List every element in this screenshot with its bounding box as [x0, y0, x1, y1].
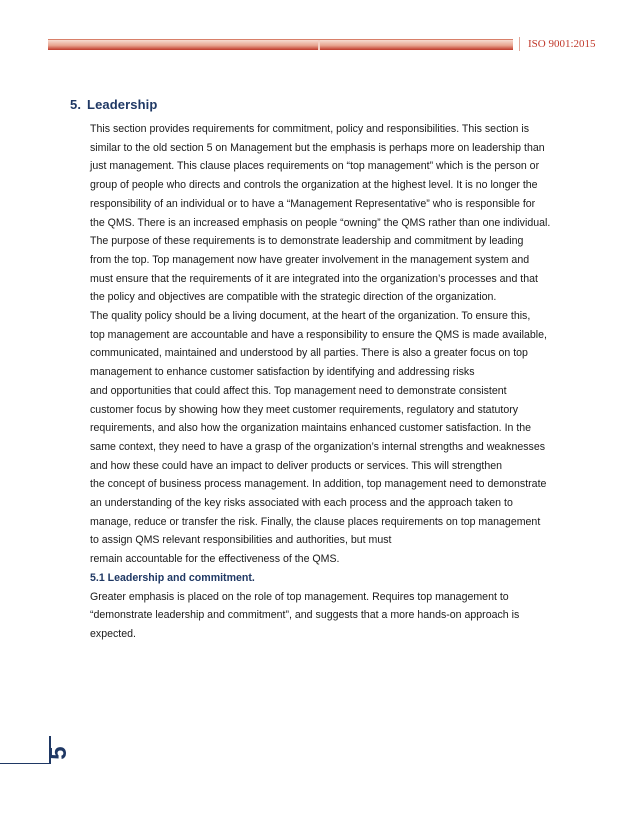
body-line: group of people who directs and controls the organization at the highest level. It is no longer the — [90, 179, 538, 192]
body-line: communicated, maintained and understood by all parties. There is also a greater focus on top — [90, 347, 528, 360]
subsection-line: Greater emphasis is placed on the role of top management. Requires top management to — [90, 590, 509, 603]
body-line: just management. This clause places requirements on “top management” which is the person or — [90, 160, 540, 173]
section-number: 5. — [70, 97, 82, 112]
body-line: same context, they need to have a grasp of the organization’s internal strengths and weaknesses — [90, 440, 546, 453]
body-line: the QMS. There is an increased emphasis on people “owning” the QMS rather than one individual. — [90, 216, 551, 229]
section-heading — [70, 97, 157, 112]
page-number-rule — [0, 763, 49, 764]
body-text — [90, 120, 590, 644]
subsection-heading: 5.1 Leadership and commitment. — [90, 571, 255, 584]
body-line: to assign QMS relevant responsibilities and authorities, but must — [90, 534, 392, 547]
header-bar-divider — [318, 40, 320, 50]
body-line: and opportunities that could affect this. Top management need to demonstrate consistent — [90, 384, 507, 397]
body-line: from the top. Top management now have greater involvement in the management system and — [90, 253, 530, 266]
header-bar — [48, 39, 513, 50]
body-line: responsibility of an individual or to have a “Management Representative” who is responsible for — [90, 197, 536, 210]
subsection-line: “demonstrate leadership and commitment”, and suggests that a more hands-on approach is — [90, 609, 520, 622]
body-line: remain accountable for the effectiveness of the QMS. — [90, 553, 340, 566]
body-line: manage, reduce or transfer the risk. Finally, the clause places requirements on top management — [90, 515, 541, 528]
body-line: The purpose of these requirements is to demonstrate leadership and commitment by leading — [90, 235, 524, 248]
section-title: Leadership — [87, 97, 158, 112]
body-line: an understanding of the key risks associated with each process and the approach taken to — [90, 497, 513, 510]
page-number: 5 — [45, 746, 72, 760]
body-line: management to enhance customer satisfaction by identifying and addressing risks — [90, 366, 475, 379]
body-line: The quality policy should be a living document, at the heart of the organization. To ensure this, — [90, 310, 531, 323]
header-tag: ISO 9001:2015 — [519, 37, 596, 51]
subsection-line: expected. — [90, 627, 136, 640]
body-line: requirements, and also how the organization maintains enhanced customer satisfaction. In the — [90, 422, 532, 435]
body-line: must ensure that the requirements of it are integrated into the organization’s processes and that — [90, 272, 538, 285]
body-line: This section provides requirements for commitment, policy and responsibilities. This section is — [90, 123, 530, 135]
body-line: and how these could have an impact to deliver products or services. This will strengthen — [90, 459, 502, 472]
body-line: customer focus by showing how they meet customer requirements, regulatory and statutory — [90, 403, 519, 416]
body-line: similar to the old section 5 on Management but the emphasis is perhaps more on leadership than — [90, 141, 545, 154]
body-line: the concept of business process management. In addition, top management need to demonstrate — [90, 478, 547, 491]
body-line: top management are accountable and have a responsibility to ensure the QMS is made available, — [90, 328, 547, 341]
body-line: the policy and objectives are compatible with the strategic direction of the organization. — [90, 291, 497, 304]
